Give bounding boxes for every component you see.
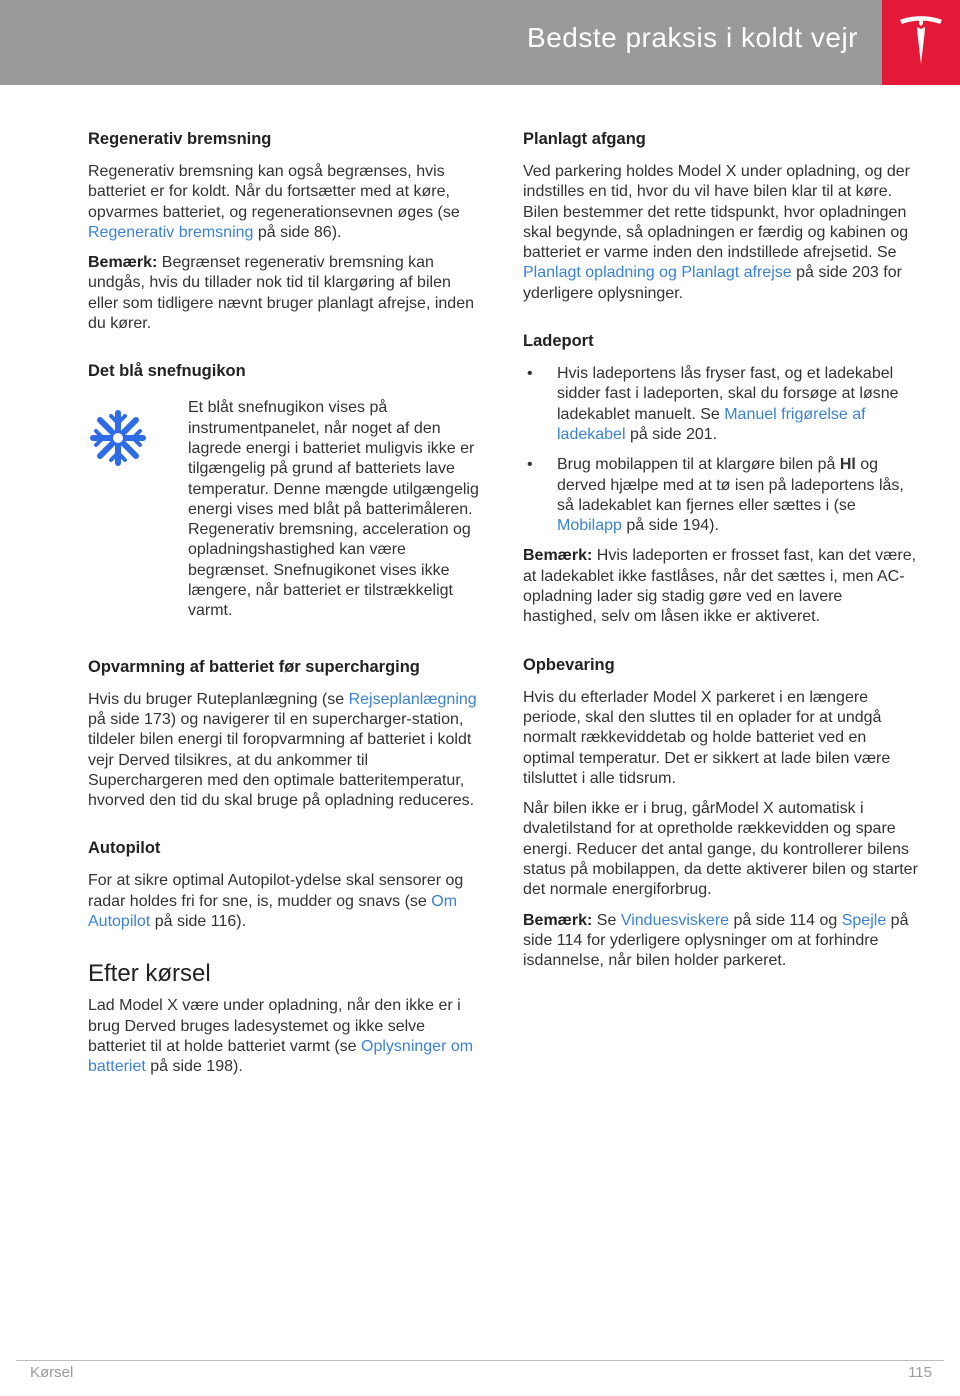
autopilot-paragraph bbox=[88, 871, 483, 932]
cp-b2-link[interactable]: Mobilapp bbox=[557, 517, 622, 535]
regen-paragraph bbox=[88, 162, 483, 243]
after-driving-heading: Efter kørsel bbox=[88, 960, 211, 988]
cp-b1-text-b: på side 201. bbox=[625, 425, 718, 443]
section-chargeport bbox=[523, 330, 918, 628]
snowflake-heading: Det blå snefnugikon bbox=[88, 362, 246, 381]
storage-paragraph-2: Når bilen ikke er i brug, gårModel X automatisk i dvaletilstand for at opretholde rækkevidden og spare energi. Reducer det antal gange, du kontrollerer bilens status på mobilappen, da dette aktiverer bilen og starter det normale energiforbrug. bbox=[523, 800, 918, 899]
departure-link[interactable]: Planlagt opladning og Planlagt afrejse bbox=[523, 264, 792, 282]
note-label: Bemærk: bbox=[523, 547, 593, 565]
section-preheat bbox=[88, 656, 483, 812]
right-column bbox=[523, 128, 918, 998]
list-item bbox=[523, 455, 918, 536]
regen-note bbox=[88, 253, 483, 334]
snowflake-row bbox=[88, 398, 483, 621]
tesla-logo-icon bbox=[898, 14, 944, 68]
section-after-driving bbox=[88, 958, 483, 1077]
storage-note-a: Se bbox=[592, 911, 621, 929]
autopilot-text-a: For at sikre optimal Autopilot-ydelse skal sensorer og radar holdes fri for sne, is, mudder og snavs (se bbox=[88, 872, 464, 910]
mirrors-link[interactable]: Spejle bbox=[841, 911, 887, 929]
regen-note-text: Begrænset regenerativ bremsning kan undgås, hvis du tillader nok tid til klargøring af bilen eller som tidligere nævnt bruger planlagt afrejse, inden du kører. bbox=[88, 254, 474, 333]
tesla-logo bbox=[882, 0, 960, 85]
storage-note-b: på side 114 og bbox=[729, 911, 842, 929]
after-text-b: på side 198). bbox=[145, 1058, 243, 1076]
after-driving-paragraph bbox=[88, 996, 483, 1077]
departure-text-a: Ved parkering holdes Model X under opladning, og der indstilles en tid, hvor du vil have bilen klar til at køre. Bilen bestemmer det rette tidspunkt, hvor opladningen skal begynde, så opladningen er færdig og kabinen og batteriet er varme inden den indstillede afrejsetid. Se bbox=[523, 163, 910, 262]
after-text-a: Lad Model X være under opladning, når den ikke er i brug Derved bruges ladesystemet og ikke selve batteriet til at holde batteriet varmt (se bbox=[88, 997, 461, 1055]
header-title: Bedste praksis i koldt vejr bbox=[527, 22, 858, 53]
cp-b1-link[interactable]: Manuel frigørelse af ladekabel bbox=[557, 405, 866, 443]
storage-paragraph-1: Hvis du efterlader Model X parkeret i en længere periode, skal den sluttes til en oplader for at undgå normalt rækkeviddetab og holde batteriet ved en optimal temperatur. Det er sikkert at lade bilen være tilsluttet i alle tidsrum. bbox=[523, 688, 891, 787]
wipers-link[interactable]: Vinduesviskere bbox=[620, 911, 730, 929]
section-snowflake bbox=[88, 360, 483, 621]
departure-text-b: på side 203 for yderligere oplysninger. bbox=[523, 264, 902, 302]
departure-heading: Planlagt afgang bbox=[523, 130, 646, 148]
chargeport-note-text: Hvis ladeporten er frosset fast, kan det være, at ladekablet ikke fastlåses, når det sættes i, men AC-opladning lader sig stadig gøre ved en lavere hastighed, selv om låsen ikke er aktiveret. bbox=[523, 547, 917, 626]
regen-link[interactable]: Regenerativ bremsning bbox=[88, 223, 254, 241]
note-label: Bemærk: bbox=[523, 911, 593, 929]
autopilot-heading: Autopilot bbox=[88, 839, 161, 858]
autopilot-link[interactable]: Om Autopilot bbox=[88, 892, 458, 931]
snowflake-icon bbox=[88, 398, 188, 473]
footer-divider bbox=[16, 1360, 944, 1361]
regen-text-b: på side 86). bbox=[253, 223, 342, 241]
footer-section: Kørsel bbox=[30, 1364, 74, 1381]
preheat-paragraph bbox=[88, 690, 483, 812]
list-item bbox=[523, 364, 918, 445]
left-column bbox=[88, 128, 483, 1104]
cp-b2-text-c: på side 194). bbox=[621, 517, 719, 535]
preheat-text-a: Hvis du bruger Ruteplanlægning (se bbox=[88, 690, 349, 708]
snowflake-text-block bbox=[188, 398, 483, 621]
preheat-heading: Opvarmning af batteriet før supercharging bbox=[88, 657, 420, 676]
page-number: 115 bbox=[908, 1364, 932, 1381]
chargeport-note bbox=[523, 546, 918, 627]
storage-heading: Opbevaring bbox=[523, 655, 615, 674]
storage-note-c: på side 114 for yderligere oplysninger om at forhindre isdannelse, når bilen holder parkeret. bbox=[523, 911, 909, 970]
regen-heading: Regenerativ bremsning bbox=[88, 130, 272, 148]
blue-snowflake-icon bbox=[88, 408, 148, 468]
page-header bbox=[0, 0, 960, 85]
after-link[interactable]: Oplysninger om batteriet bbox=[88, 1037, 474, 1076]
note-label: Bemærk: bbox=[88, 254, 158, 272]
departure-paragraph bbox=[523, 162, 918, 304]
section-storage bbox=[523, 654, 918, 972]
cp-b2-text-a: Brug mobilappen til at klargøre bilen på bbox=[557, 456, 840, 474]
cp-b2-bold: Hl bbox=[839, 456, 856, 474]
cp-b1-text-a: Hvis ladeportens lås fryser fast, og et ladekabel sidder fast i ladeporten, skal du forsøge at løsne ladekablet manuelt. Se bbox=[557, 365, 899, 423]
cp-b2-text-b: og derved hjælpe med at tø isen på ladeportens lås, så ladekablet kan fjernes eller sættes i (se bbox=[557, 456, 904, 514]
section-autopilot bbox=[88, 837, 483, 932]
chargeport-heading: Ladeport bbox=[523, 332, 594, 351]
section-regen bbox=[88, 128, 483, 334]
storage-note bbox=[523, 911, 918, 972]
autopilot-text-b: på side 116). bbox=[150, 913, 247, 931]
chargeport-list bbox=[523, 364, 918, 536]
section-departure bbox=[523, 128, 918, 304]
preheat-text-b: på side 173) og navigerer til en supercharger-station, tildeler bilen energi til foropvarmning af batteriet i koldt vejr Derved tilsikres, at du ankommer til Superchargeren med den optimale batteritemperatur, hvorved den tid du skal bruge på opladning reduceres. bbox=[88, 710, 475, 810]
preheat-link[interactable]: Rejseplanlægning bbox=[348, 690, 477, 708]
snowflake-text: Et blåt snefnugikon vises på instrumentpanelet, når noget af den lagrede energi i batteriet muligvis ikke er tilgængelig på grund af batteriets lave temperatur. Denne mængde utilgængelig energi vises med blåt på batterimåleren. Regenerativ bremsning, acceleration og opladningshastighed kan være begrænset. Snefnugikonet vises ikke længere, når batteriet er tilstrækkeligt varmt. bbox=[188, 399, 479, 620]
regen-text-a: Regenerativ bremsning kan også begrænses, hvis batteriet er for koldt. Når du fortsætter med at køre, opvarmes batteriet, og regenerationsevnen øges (se bbox=[88, 163, 460, 221]
